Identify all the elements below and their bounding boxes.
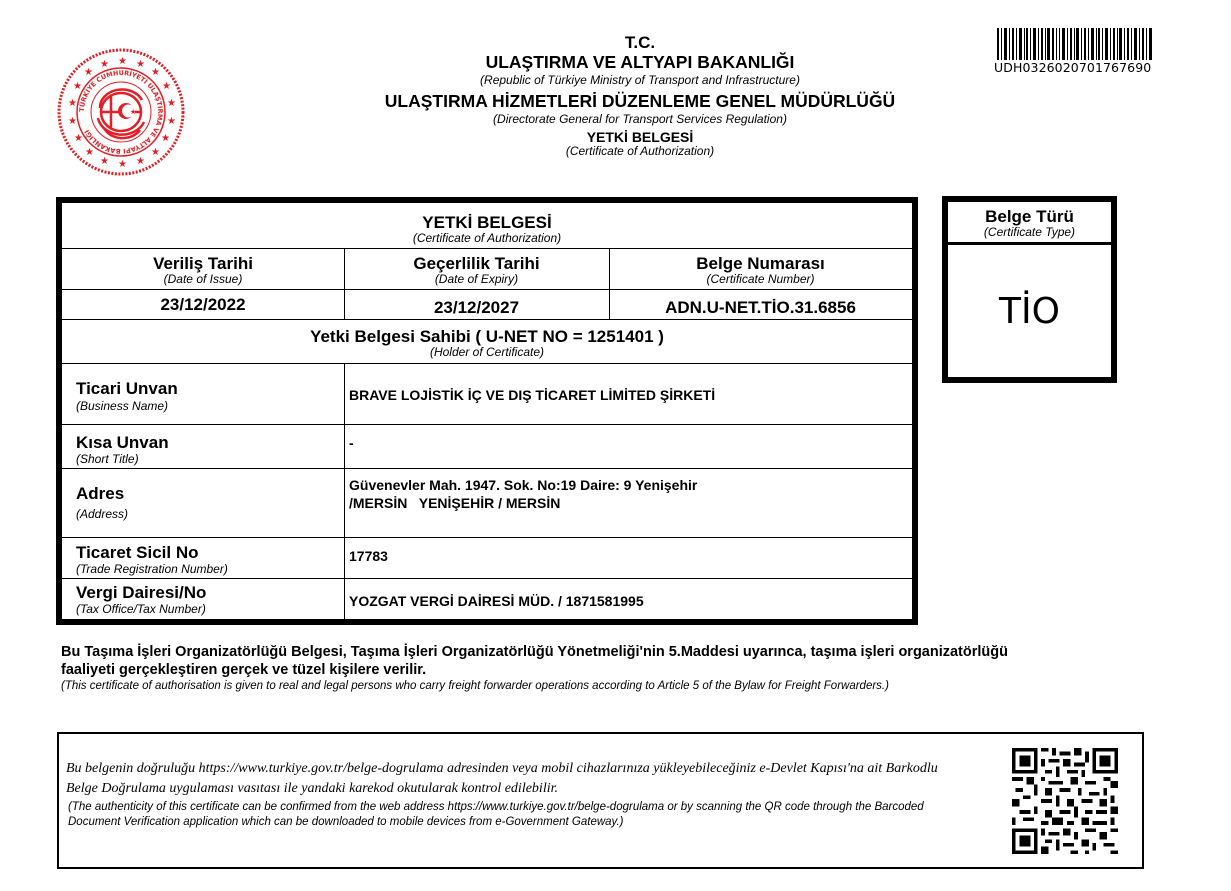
svg-text:★: ★ — [161, 133, 170, 144]
address-label: Adres — [76, 484, 125, 503]
svg-text:★: ★ — [100, 156, 109, 167]
issue-date-value: 23/12/2022 — [160, 295, 246, 314]
svg-text:★: ★ — [162, 81, 171, 92]
certificate-number-label: Belge Numarası — [696, 254, 825, 273]
trade-registration-value: 17783 — [349, 548, 388, 564]
tax-office-label-cell — [76, 583, 206, 616]
ministry-seal-icon — [56, 38, 186, 188]
certificate-number-header — [609, 254, 912, 286]
svg-text:★: ★ — [167, 98, 176, 109]
svg-text:TÜRKİYE CUMHURİYETİ ULAŞTIRMA: TÜRKİYE CUMHURİYETİ ULAŞTIRMA VE ALTYAPI BAKANLIĞI — [77, 68, 165, 156]
short-title-label: Kısa Unvan — [76, 433, 169, 452]
verification-text-en: (The authenticity of this certificate can be confirmed from the web address https://www.turkiye.gov.tr/belge-dogrulama or by scanning the QR code through the Barcoded Document Verification application which can be downloaded to mobile devices from e-Government Gateway.) — [68, 801, 924, 828]
address-line-1: Güvenevler Mah. 1947. Sok. No:19 Daire: 9 Yenişehir — [349, 477, 698, 493]
svg-text:★: ★ — [68, 116, 77, 127]
svg-text:★: ★ — [151, 67, 160, 78]
short-title-label-cell — [76, 433, 169, 466]
trade-registration-label: Ticaret Sicil No — [76, 543, 199, 562]
holder-title-cell — [62, 327, 912, 359]
svg-text:★: ★ — [74, 133, 83, 144]
legal-statement — [61, 643, 1021, 693]
ministry-name: ULAŞTIRMA VE ALTYAPI BAKANLIĞI — [485, 52, 795, 72]
certificate-title-en: (Certificate of Authorization) — [412, 231, 562, 245]
certificate-type-box — [942, 196, 1117, 383]
tc-label: T.C. — [624, 33, 656, 52]
business-name-label-cell — [76, 379, 178, 413]
expiry-date-value: 23/12/2027 — [433, 298, 520, 317]
ministry-name-en: (Republic of Türkiye Ministry of Transport and Infrastructure) — [480, 73, 800, 87]
certificate-type-label-en: (Certificate Type) — [983, 225, 1076, 239]
address-value — [349, 476, 697, 512]
certificate-number-label-en: (Certificate Number) — [706, 272, 815, 286]
short-title-label-en: (Short Title) — [76, 452, 139, 466]
svg-text:★: ★ — [118, 56, 127, 67]
short-title-value: - — [349, 435, 354, 451]
document-title: YETKİ BELGESİ — [586, 129, 694, 145]
business-name-label-en: (Business Name) — [76, 399, 169, 413]
certificate-title-cell — [62, 213, 912, 245]
svg-text:★: ★ — [85, 147, 94, 158]
svg-text:★: ★ — [130, 108, 137, 116]
expiry-date-label-en: (Date of Expiry) — [434, 272, 519, 286]
legal-statement-tr: Bu Taşıma İşleri Organizatörlüğü Belgesi, Taşıma İşleri Organizatörlüğü Yönetmeliği'nin 5.Maddesi uyarınca, taşıma işleri organizatörlüğü faaliyeti gerçekleştiren gerçek ve tüzel kişilere verilir. — [61, 644, 1008, 678]
certificate-title: YETKİ BELGESİ — [422, 213, 552, 232]
expiry-date-label: Geçerlilik Tarihi — [413, 254, 540, 273]
address-line-2: /MERSİN YENİŞEHİR / MERSİN — [349, 495, 561, 511]
document-header — [340, 33, 940, 158]
holder-title: Yetki Belgesi Sahibi ( U-NET NO = 1251401 ) — [310, 327, 664, 346]
certificate-number-value: ADN.U-NET.TİO.31.6856 — [665, 298, 856, 317]
issue-date-label-en: (Date of Issue) — [163, 272, 243, 286]
expiry-date-header — [344, 254, 609, 286]
tax-office-value: YOZGAT VERGİ DAİRESİ MÜD. / 1871581995 — [349, 593, 644, 609]
issue-date-label: Veriliş Tarihi — [153, 254, 253, 273]
tax-office-label-en: (Tax Office/Tax Number) — [76, 602, 206, 616]
certificate-type-label: Belge Türü — [985, 207, 1074, 226]
issue-date-header — [62, 254, 344, 286]
verification-box — [57, 732, 1144, 869]
svg-text:★: ★ — [68, 98, 77, 109]
directorate-name: ULAŞTIRMA HİZMETLERİ DÜZENLEME GENEL MÜDÜRLÜĞÜ — [384, 91, 896, 111]
certificate-table — [56, 197, 918, 625]
address-label-en: (Address) — [76, 507, 129, 521]
trade-registration-label-cell — [76, 543, 228, 576]
svg-text:★: ★ — [167, 116, 176, 127]
trade-registration-label-en: (Trade Registration Number) — [76, 562, 228, 576]
svg-text:★: ★ — [136, 59, 145, 70]
svg-text:★: ★ — [136, 156, 145, 167]
document-title-en: (Certificate of Authorization) — [565, 144, 715, 158]
legal-statement-en: (This certificate of authorisation is given to real and legal persons who carry freight forwarder operations according to Article 5 of the Bylaw for Freight Forwarders.) — [61, 680, 889, 692]
address-label-cell — [76, 484, 128, 521]
certificate-type-header — [948, 207, 1111, 239]
directorate-name-en: (Directorate General for Transport Services Regulation) — [493, 112, 787, 126]
verification-text-tr: Bu belgenin doğruluğu https://www.turkiye.gov.tr/belge-dogrulama adresinden veya mobil cihazlarınıza yükleyebileceğiniz e-Devlet Kapısı'na ait Barkodlu Belge Doğrulama uygulaması vasıtası ile yandaki karekod okutularak kontrol edilebilir. — [66, 761, 938, 796]
svg-text:★: ★ — [73, 81, 82, 92]
qr-code-icon — [1012, 748, 1118, 854]
barcode-number: UDH0326020701767690 — [994, 60, 1152, 75]
certificate-type-value: TİO — [999, 291, 1060, 332]
holder-title-en: (Holder of Certificate) — [429, 345, 545, 359]
tax-office-label: Vergi Dairesi/No — [76, 583, 207, 602]
business-name-value: BRAVE LOJİSTİK İÇ VE DIŞ TİCARET LİMİTED ŞİRKETİ — [349, 387, 716, 403]
svg-text:★: ★ — [151, 147, 160, 158]
svg-text:★: ★ — [84, 67, 93, 78]
business-name-label: Ticari Unvan — [76, 379, 178, 398]
svg-text:★: ★ — [118, 159, 127, 170]
svg-text:★: ★ — [100, 59, 109, 70]
